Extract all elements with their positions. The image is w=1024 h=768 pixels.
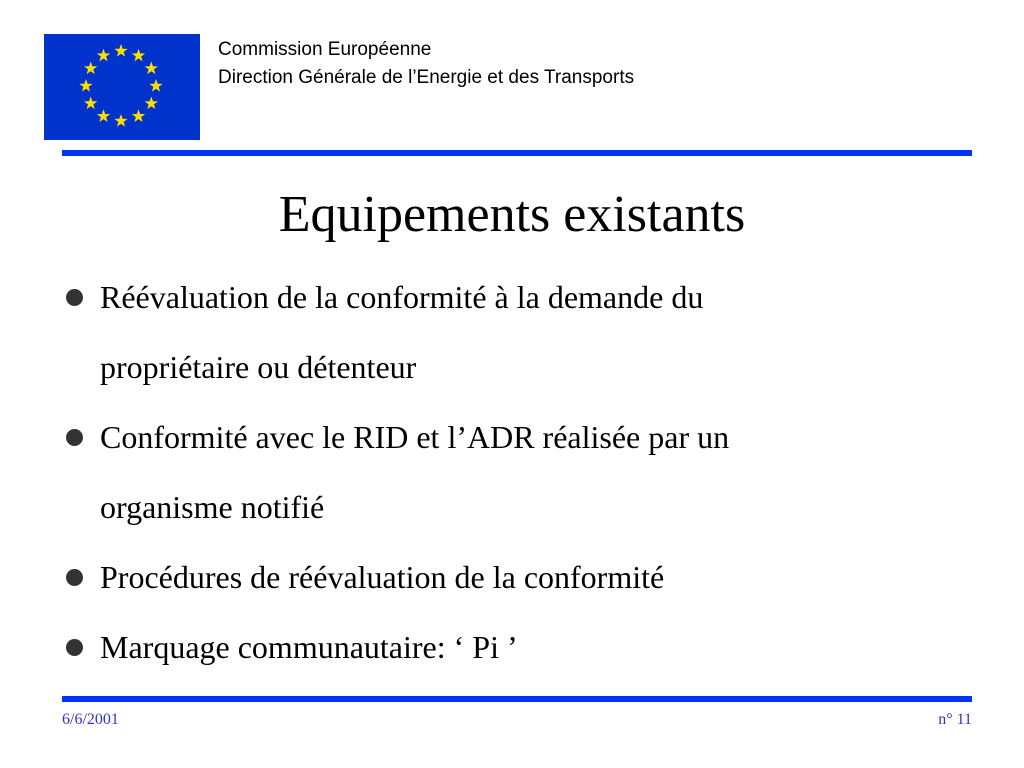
footer-date: 6/6/2001 [62, 711, 119, 728]
bullet-list [62, 262, 962, 682]
eu-star-icon [145, 97, 158, 110]
bullet-text: Réévaluation de la conformité à la demande du [100, 279, 704, 315]
eu-star-icon [132, 49, 145, 62]
eu-star-icon [84, 62, 97, 75]
bullet-text: Marquage communautaire: ‘ Pi ’ [100, 629, 518, 665]
header-line-directorate: Direction Générale de l’Energie et des Transports [218, 67, 635, 88]
eu-star-icon [145, 62, 158, 75]
eu-flag-icon [44, 34, 200, 140]
bullet-dot-icon [66, 289, 83, 306]
eu-star-icon [132, 109, 145, 122]
bullet-text-continued: propriétaire ou détenteur [100, 349, 417, 385]
bullet-dot-icon [66, 429, 83, 446]
footer-divider [62, 696, 972, 702]
header-organization [218, 36, 634, 92]
eu-star-icon [97, 109, 110, 122]
bullet-text: Procédures de réévaluation de la conformité [100, 559, 665, 595]
header-line-commission: Commission Européenne [218, 39, 432, 60]
bullet-dot-icon [66, 569, 83, 586]
footer-page-number: n° 11 [938, 711, 972, 728]
bullet-text: Conformité avec le RID et l’ADR réalisée par un [100, 419, 730, 455]
eu-star-icon [79, 79, 92, 92]
header-divider [62, 150, 972, 156]
bullet-item [62, 542, 962, 612]
bullet-item [62, 612, 962, 682]
slide-title: Equipements existants [278, 186, 746, 243]
eu-star-icon [84, 97, 97, 110]
bullet-item [62, 402, 962, 542]
eu-star-icon [149, 79, 162, 92]
bullet-item [62, 262, 962, 402]
eu-star-icon [114, 44, 127, 57]
bullet-text-continued: organisme notifié [100, 489, 325, 525]
eu-star-icon [97, 49, 110, 62]
bullet-dot-icon [66, 639, 83, 656]
eu-star-icon [114, 114, 127, 127]
eu-flag-stars [44, 34, 200, 140]
